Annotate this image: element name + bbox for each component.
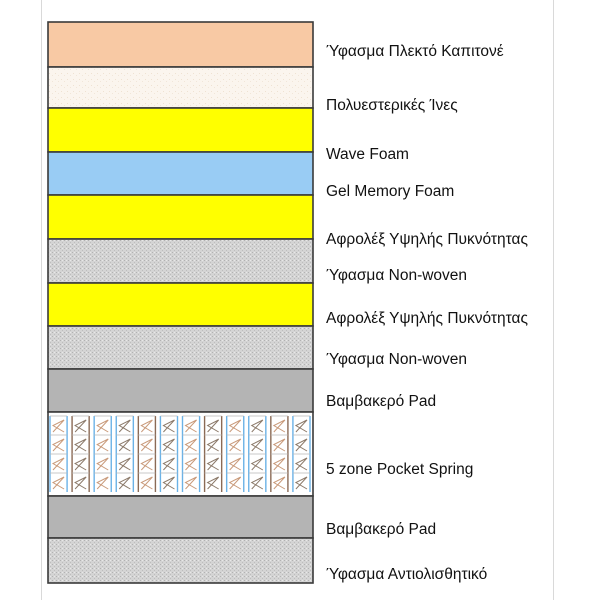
layer-label: 5 zone Pocket Spring: [326, 461, 474, 478]
layer-fill: [48, 369, 313, 412]
layer-foam: [48, 195, 313, 239]
layer-cotton-pad: [48, 369, 313, 412]
layer-foam: [48, 283, 313, 326]
layer-foam: [48, 108, 313, 152]
layer-knitted-quilted-fabric: [48, 22, 313, 67]
layer-fill: [48, 538, 313, 583]
layer-non-woven-fabric: [48, 239, 313, 283]
layer-label: Πολυεστερικές Ίνες: [326, 97, 458, 114]
layer-label: Αφρολέξ Υψηλής Πυκνότητας: [326, 310, 528, 327]
layer-fill: [48, 326, 313, 369]
layer-fill: [48, 496, 313, 538]
layer-label: Βαμβακερό Pad: [326, 393, 437, 410]
layer-label: Ύφασμα Αντιολισθητικό: [326, 566, 488, 583]
layer-label: Wave Foam: [326, 146, 409, 163]
layer-pocket-springs: [48, 412, 313, 496]
layer-label: Βαμβακερό Pad: [326, 521, 437, 538]
layer-label: Ύφασμα Πλεκτό Καπιτονέ: [326, 43, 504, 60]
layer-label: Gel Memory Foam: [326, 183, 455, 200]
layer-label: Αφρολέξ Υψηλής Πυκνότητας: [326, 231, 528, 248]
layer-fill: [48, 239, 313, 283]
layer-fill: [48, 195, 313, 239]
layer-cotton-pad: [48, 496, 313, 538]
layer-non-woven-fabric: [48, 326, 313, 369]
layer-non-slip-fabric: [48, 538, 313, 583]
layer-label: Ύφασμα Non-woven: [326, 351, 468, 368]
layer-polyester-fibers: [48, 67, 313, 108]
layer-fill: [48, 152, 313, 195]
layer-fill: [48, 22, 313, 67]
layer-gel-memory-foam: [48, 152, 313, 195]
layer-fill: [48, 108, 313, 152]
layer-fill: [48, 67, 313, 108]
layer-label: Ύφασμα Non-woven: [326, 267, 468, 284]
layer-fill: [48, 283, 313, 326]
